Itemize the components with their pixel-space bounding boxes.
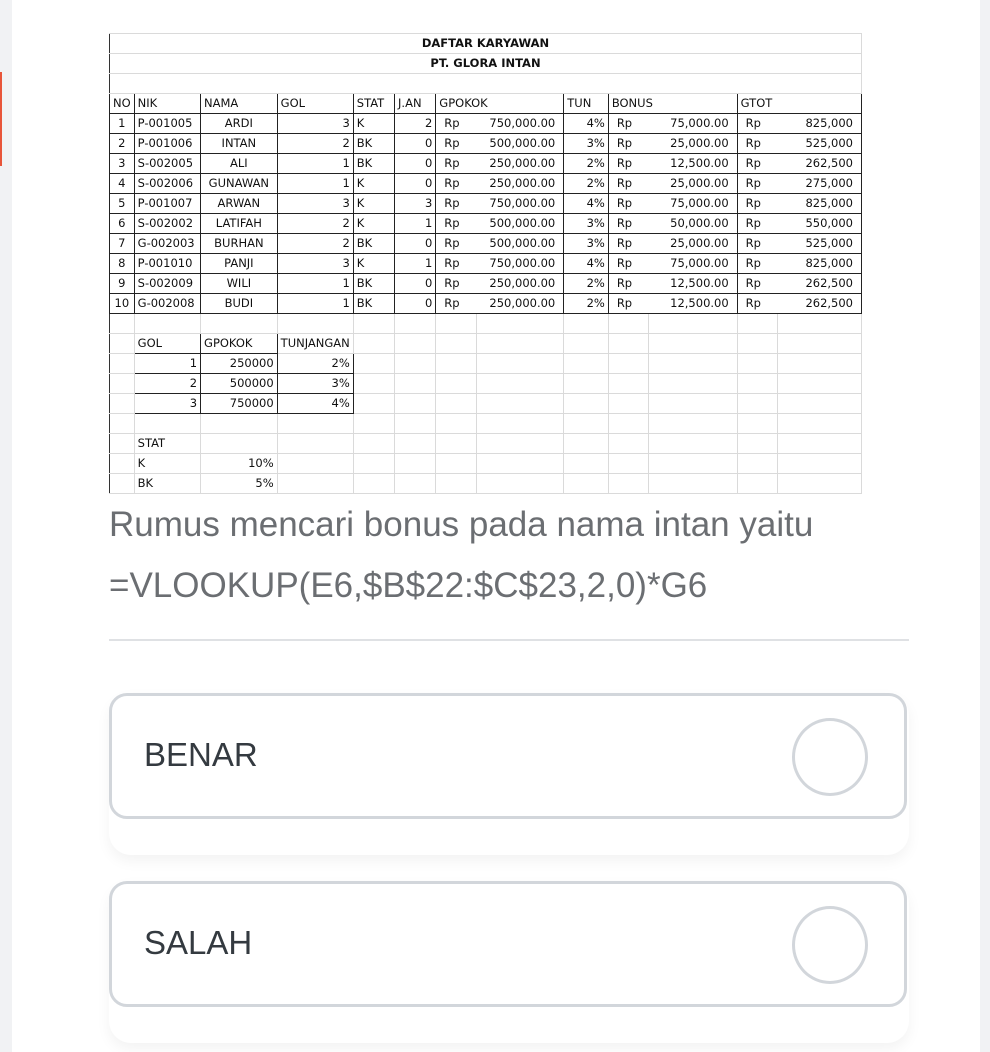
empty-cell: [778, 394, 862, 414]
empty-cell: [737, 354, 778, 374]
gol-cell: 3%: [277, 374, 353, 394]
table-cell: 0: [395, 174, 436, 194]
table-cell: ARDI: [201, 114, 278, 134]
table-cell: G-002008: [134, 294, 200, 314]
table-cell: Rp: [608, 154, 649, 174]
table-cell: K: [353, 174, 394, 194]
gol-row: [110, 354, 862, 374]
table-cell: S-002005: [134, 154, 200, 174]
table-cell: 4%: [564, 254, 609, 274]
table-cell: 500,000.00: [476, 234, 563, 254]
table-cell: BK: [353, 234, 394, 254]
table-cell: K: [353, 254, 394, 274]
table-cell: 10: [110, 294, 135, 314]
table-cell: S-002002: [134, 214, 200, 234]
empty-cell: [564, 414, 609, 434]
table-row: [110, 174, 862, 194]
quiz-page: [12, 0, 980, 1052]
table-cell: 250,000.00: [476, 174, 563, 194]
option-card-salah: [109, 881, 909, 1043]
table-cell: 2%: [564, 154, 609, 174]
table-cell: BURHAN: [201, 234, 278, 254]
table-cell: Rp: [737, 294, 778, 314]
empty-cell: [778, 414, 862, 434]
gol-cell: 2: [134, 374, 200, 394]
table-cell: 2%: [564, 274, 609, 294]
empty-cell: [649, 454, 737, 474]
table-cell: 2: [277, 134, 353, 154]
table-cell: 250,000.00: [476, 294, 563, 314]
empty-cell: [353, 374, 394, 394]
gol-header: GOL: [134, 334, 200, 354]
empty-cell: [353, 334, 394, 354]
empty-cell: [110, 374, 135, 394]
table-cell: Rp: [608, 134, 649, 154]
table-cell: BK: [353, 134, 394, 154]
empty-cell: [737, 454, 778, 474]
stat-header-row: [110, 434, 862, 454]
table-cell: INTAN: [201, 134, 278, 154]
empty-cell: [476, 314, 563, 334]
empty-cell: [608, 374, 649, 394]
empty-cell: [110, 354, 135, 374]
table-cell: 1: [277, 154, 353, 174]
table-cell: Rp: [737, 274, 778, 294]
empty-cell: [436, 454, 477, 474]
table-row: [110, 194, 862, 214]
empty-cell: [476, 394, 563, 414]
table-cell: 3%: [564, 214, 609, 234]
stat-row: [110, 474, 862, 494]
table-cell: 262,500: [778, 154, 862, 174]
table-cell: 75,000.00: [649, 114, 737, 134]
empty-cell: [395, 334, 436, 354]
stat-label: K: [134, 454, 200, 474]
gol-cell: 250000: [201, 354, 278, 374]
table-cell: Rp: [737, 194, 778, 214]
empty-cell: [649, 374, 737, 394]
empty-cell: [608, 454, 649, 474]
table-cell: G-002003: [134, 234, 200, 254]
table-cell: BK: [353, 154, 394, 174]
table-cell: ALI: [201, 154, 278, 174]
subtitle-row: [110, 54, 862, 74]
table-cell: Rp: [737, 214, 778, 234]
empty-cell: [608, 434, 649, 454]
empty-cell: [110, 334, 135, 354]
empty-cell: [277, 474, 353, 494]
table-cell: 4: [110, 174, 135, 194]
table-cell: Rp: [608, 214, 649, 234]
empty-cell: [778, 374, 862, 394]
empty-cell: [110, 394, 135, 414]
empty-cell: [778, 434, 862, 454]
table-row: [110, 154, 862, 174]
table-cell: 2%: [564, 174, 609, 194]
sheet-subtitle: PT. GLORA INTAN: [110, 54, 862, 74]
stat-row: [110, 454, 862, 474]
employee-table: [109, 33, 862, 494]
empty-cell: [110, 454, 135, 474]
empty-cell: [778, 474, 862, 494]
table-cell: 3: [110, 154, 135, 174]
table-cell: 2: [277, 214, 353, 234]
table-cell: ARWAN: [201, 194, 278, 214]
empty-cell: [564, 334, 609, 354]
empty-cell: [649, 394, 737, 414]
empty-cell: [737, 474, 778, 494]
empty-cell: [564, 354, 609, 374]
table-cell: Rp: [737, 134, 778, 154]
question-text: Rumus mencari bonus pada nama intan yaitu: [109, 505, 814, 544]
empty-cell: [277, 314, 353, 334]
empty-cell: [353, 354, 394, 374]
table-cell: 825,000: [778, 114, 862, 134]
table-cell: Rp: [608, 294, 649, 314]
table-cell: S-002009: [134, 274, 200, 294]
empty-cell: [395, 354, 436, 374]
table-cell: BUDI: [201, 294, 278, 314]
option-benar[interactable]: [109, 693, 907, 819]
blank-row: [110, 414, 862, 434]
table-cell: Rp: [737, 234, 778, 254]
empty-cell: [778, 454, 862, 474]
empty-cell: [649, 474, 737, 494]
empty-cell: [201, 434, 278, 454]
table-cell: K: [353, 214, 394, 234]
table-cell: 0: [395, 234, 436, 254]
empty-cell: [476, 434, 563, 454]
table-cell: 1: [395, 214, 436, 234]
empty-cell: [436, 434, 477, 454]
option-label: BENAR: [144, 736, 258, 773]
question-formula: =VLOOKUP(E6,$B$22:$C$23,2,0)*G6: [109, 566, 708, 605]
stat-value: 10%: [201, 454, 278, 474]
empty-cell: [564, 454, 609, 474]
gol-cell: 1: [134, 354, 200, 374]
table-row: [110, 114, 862, 134]
empty-cell: [608, 334, 649, 354]
empty-cell: [476, 354, 563, 374]
empty-cell: [395, 474, 436, 494]
table-cell: Rp: [608, 194, 649, 214]
table-cell: 75,000.00: [649, 254, 737, 274]
table-cell: 250,000.00: [476, 154, 563, 174]
table-row: [110, 254, 862, 274]
table-cell: K: [353, 114, 394, 134]
gol-cell: 500000: [201, 374, 278, 394]
table-cell: Rp: [436, 234, 477, 254]
table-cell: WILI: [201, 274, 278, 294]
stat-value: 5%: [201, 474, 278, 494]
empty-cell: [608, 474, 649, 494]
title-row: [110, 34, 862, 54]
column-header: STAT: [353, 94, 394, 114]
empty-cell: [436, 354, 477, 374]
table-cell: K: [353, 194, 394, 214]
gol-header: GPOKOK: [201, 334, 278, 354]
empty-cell: [436, 334, 477, 354]
divider: [109, 639, 909, 641]
table-cell: 750,000.00: [476, 254, 563, 274]
empty-cell: [277, 454, 353, 474]
empty-cell: [201, 414, 278, 434]
gol-header-row: [110, 334, 862, 354]
empty-cell: [134, 414, 200, 434]
table-cell: 4%: [564, 194, 609, 214]
table-cell: 750,000.00: [476, 114, 563, 134]
empty-cell: [110, 314, 135, 334]
empty-cell: [564, 394, 609, 414]
table-cell: 12,500.00: [649, 274, 737, 294]
empty-cell: [353, 474, 394, 494]
table-cell: 2: [110, 134, 135, 154]
table-cell: 25,000.00: [649, 174, 737, 194]
empty-cell: [395, 314, 436, 334]
table-cell: Rp: [436, 194, 477, 214]
table-cell: 550,000: [778, 214, 862, 234]
gol-row: [110, 394, 862, 414]
empty-cell: [395, 414, 436, 434]
radio-circle-icon[interactable]: [792, 906, 868, 984]
table-cell: 0: [395, 274, 436, 294]
empty-cell: [110, 434, 135, 454]
table-row: [110, 274, 862, 294]
empty-cell: [353, 394, 394, 414]
empty-cell: [476, 474, 563, 494]
table-cell: 262,500: [778, 294, 862, 314]
table-cell: 525,000: [778, 234, 862, 254]
blank-row: [110, 74, 862, 94]
column-header: BONUS: [608, 94, 737, 114]
empty-cell: [778, 334, 862, 354]
table-cell: P-001006: [134, 134, 200, 154]
empty-cell: [395, 454, 436, 474]
empty-cell: [737, 374, 778, 394]
empty-cell: [353, 314, 394, 334]
table-cell: Rp: [608, 274, 649, 294]
empty-cell: [436, 314, 477, 334]
table-cell: Rp: [436, 134, 477, 154]
gol-cell: 3: [134, 394, 200, 414]
empty-cell: [564, 474, 609, 494]
empty-cell: [476, 414, 563, 434]
empty-cell: [737, 314, 778, 334]
table-cell: Rp: [436, 214, 477, 234]
sheet-title: DAFTAR KARYAWAN: [110, 34, 862, 54]
column-header: GTOT: [737, 94, 861, 114]
table-cell: Rp: [436, 274, 477, 294]
empty-cell: [436, 374, 477, 394]
empty-cell: [353, 454, 394, 474]
table-cell: Rp: [436, 254, 477, 274]
table-cell: 275,000: [778, 174, 862, 194]
table-row: [110, 234, 862, 254]
table-cell: 25,000.00: [649, 134, 737, 154]
table-cell: 3%: [564, 134, 609, 154]
table-cell: 3%: [564, 234, 609, 254]
table-cell: Rp: [608, 114, 649, 134]
empty-cell: [476, 334, 563, 354]
table-cell: P-001005: [134, 114, 200, 134]
table-cell: 825,000: [778, 194, 862, 214]
empty-cell: [608, 394, 649, 414]
table-cell: PANJI: [201, 254, 278, 274]
empty-cell: [564, 374, 609, 394]
table-cell: 825,000: [778, 254, 862, 274]
option-card-benar: [109, 693, 909, 855]
table-cell: 1: [277, 294, 353, 314]
table-cell: LATIFAH: [201, 214, 278, 234]
table-cell: BK: [353, 274, 394, 294]
table-cell: 50,000.00: [649, 214, 737, 234]
table-row: [110, 214, 862, 234]
table-cell: P-001007: [134, 194, 200, 214]
table-cell: P-001010: [134, 254, 200, 274]
table-cell: 0: [395, 154, 436, 174]
gol-header: TUNJANGAN: [277, 334, 353, 354]
empty-cell: [649, 434, 737, 454]
empty-cell: [608, 414, 649, 434]
stat-label: BK: [134, 474, 200, 494]
table-cell: Rp: [737, 154, 778, 174]
option-salah[interactable]: [109, 881, 907, 1007]
table-cell: 250,000.00: [476, 274, 563, 294]
table-cell: 3: [277, 194, 353, 214]
empty-cell: [277, 414, 353, 434]
stat-header: STAT: [134, 434, 200, 454]
empty-cell: [737, 434, 778, 454]
empty-cell: [201, 314, 278, 334]
table-cell: Rp: [436, 174, 477, 194]
table-cell: 4%: [564, 114, 609, 134]
table-cell: Rp: [436, 294, 477, 314]
table-cell: 25,000.00: [649, 234, 737, 254]
table-cell: Rp: [608, 254, 649, 274]
column-header: NIK: [134, 94, 200, 114]
table-cell: 6: [110, 214, 135, 234]
accent-bar: [0, 72, 2, 166]
table-cell: 0: [395, 294, 436, 314]
table-cell: 262,500: [778, 274, 862, 294]
empty-cell: [737, 394, 778, 414]
gol-cell: 4%: [277, 394, 353, 414]
table-cell: 5: [110, 194, 135, 214]
table-cell: 12,500.00: [649, 294, 737, 314]
table-cell: 1: [110, 114, 135, 134]
empty-cell: [436, 414, 477, 434]
empty-cell: [737, 414, 778, 434]
table-cell: 0: [395, 134, 436, 154]
table-cell: 1: [277, 274, 353, 294]
table-cell: 8: [110, 254, 135, 274]
table-row: [110, 134, 862, 154]
table-cell: BK: [353, 294, 394, 314]
table-cell: Rp: [436, 154, 477, 174]
table-cell: Rp: [737, 114, 778, 134]
column-header: TUN: [564, 94, 609, 114]
table-cell: 3: [277, 114, 353, 134]
table-cell: 7: [110, 234, 135, 254]
table-cell: Rp: [436, 114, 477, 134]
radio-circle-icon[interactable]: [792, 718, 868, 796]
empty-cell: [564, 434, 609, 454]
empty-cell: [353, 434, 394, 454]
empty-cell: [436, 394, 477, 414]
column-header: GOL: [277, 94, 353, 114]
empty-cell: [395, 374, 436, 394]
empty-cell: [353, 414, 394, 434]
empty-cell: [110, 474, 135, 494]
empty-cell: [277, 434, 353, 454]
empty-cell: [737, 334, 778, 354]
table-cell: GUNAWAN: [201, 174, 278, 194]
empty-cell: [649, 334, 737, 354]
column-header: GPOKOK: [436, 94, 564, 114]
empty-cell: [110, 74, 862, 94]
empty-cell: [134, 314, 200, 334]
table-row: [110, 294, 862, 314]
table-cell: 75,000.00: [649, 194, 737, 214]
empty-cell: [649, 354, 737, 374]
table-cell: Rp: [608, 174, 649, 194]
empty-cell: [778, 314, 862, 334]
table-cell: 1: [395, 254, 436, 274]
table-cell: Rp: [737, 254, 778, 274]
gol-cell: 750000: [201, 394, 278, 414]
empty-cell: [476, 374, 563, 394]
empty-cell: [649, 314, 737, 334]
table-cell: Rp: [608, 234, 649, 254]
table-cell: 1: [277, 174, 353, 194]
empty-cell: [778, 354, 862, 374]
empty-cell: [608, 314, 649, 334]
table-cell: 2: [277, 234, 353, 254]
table-cell: S-002006: [134, 174, 200, 194]
table-cell: 525,000: [778, 134, 862, 154]
header-row: [110, 94, 862, 114]
column-header: J.AN: [395, 94, 436, 114]
gol-row: [110, 374, 862, 394]
empty-cell: [476, 454, 563, 474]
empty-cell: [110, 414, 135, 434]
table-cell: 500,000.00: [476, 134, 563, 154]
table-cell: 750,000.00: [476, 194, 563, 214]
option-label: SALAH: [144, 924, 253, 961]
empty-cell: [608, 354, 649, 374]
table-cell: 9: [110, 274, 135, 294]
empty-cell: [564, 314, 609, 334]
table-cell: Rp: [737, 174, 778, 194]
blank-row: [110, 314, 862, 334]
spreadsheet-image: [109, 33, 862, 497]
gol-cell: 2%: [277, 354, 353, 374]
empty-cell: [649, 414, 737, 434]
table-cell: 12,500.00: [649, 154, 737, 174]
table-cell: 3: [277, 254, 353, 274]
empty-cell: [395, 394, 436, 414]
empty-cell: [436, 474, 477, 494]
table-cell: 2: [395, 114, 436, 134]
table-cell: 2%: [564, 294, 609, 314]
column-header: NAMA: [201, 94, 278, 114]
empty-cell: [395, 434, 436, 454]
table-cell: 3: [395, 194, 436, 214]
table-cell: 500,000.00: [476, 214, 563, 234]
column-header: NO: [110, 94, 135, 114]
